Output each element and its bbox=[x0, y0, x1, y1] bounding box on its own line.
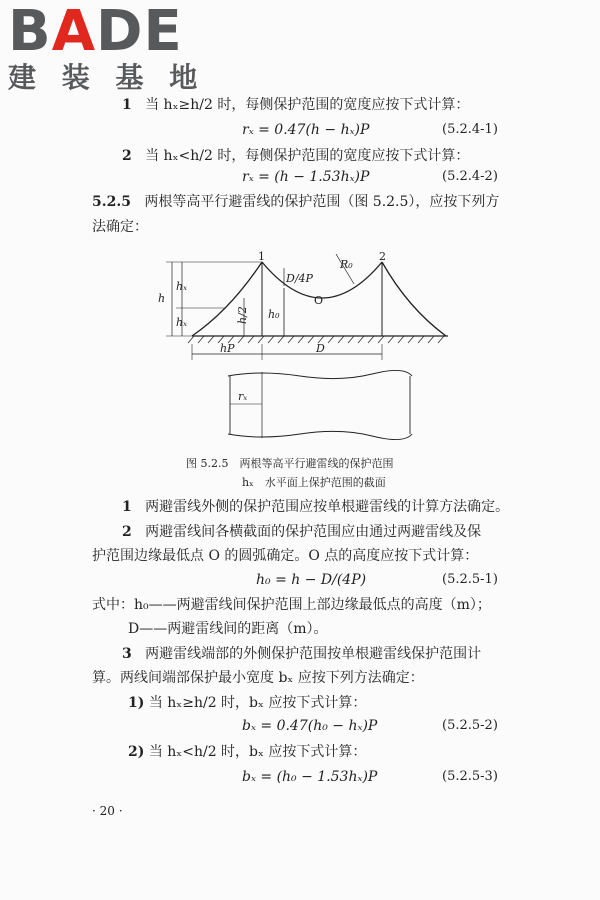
formula-524-1: rₓ = 0.47(h − hₓ)P bbox=[242, 122, 370, 138]
fig-label-d4p: D/4P bbox=[286, 272, 313, 285]
fig-label-h: h bbox=[158, 292, 166, 305]
figure-subcaption: hₓ 水平面上保护范围的截面 bbox=[242, 476, 386, 489]
formula-524-2: rₓ = (h − 1.53hₓ)P bbox=[242, 169, 370, 185]
right-slope bbox=[382, 262, 446, 336]
para-2-cont: 护范围边缘最低点 O 的圆弧确定。O 点的高度应按下式计算： bbox=[92, 548, 479, 564]
definition-h0: 式中：h₀——两避雷线间保护范围上部边缘最低点的高度（m）； bbox=[92, 597, 491, 613]
logo bbox=[8, 0, 206, 94]
item-524-2: 2 当 hₓ<h/2 时，每侧保护范围的宽度应按下式计算： bbox=[122, 148, 470, 164]
formula-525-3: bₓ = (h₀ − 1.53hₓ)P bbox=[242, 769, 378, 785]
section-525-heading: 5.2.5 两根等高平行避雷线的保护范围（图 5.2.5），应按下列方 bbox=[92, 194, 500, 210]
para-3: 3 两避雷线端部的外侧保护范围按单根避雷线保护范围计 bbox=[122, 646, 482, 662]
left-slope bbox=[192, 262, 262, 336]
fig-label-h2: h/2 bbox=[236, 306, 249, 324]
definition-d: D——两避雷线间的距离（m）。 bbox=[128, 621, 328, 637]
fig-label-hx-upper: hₓ bbox=[176, 280, 187, 293]
para-1: 1 两避雷线外侧的保护范围应按单根避雷线的计算方法确定。 bbox=[122, 499, 510, 515]
eqno-524-2: (5.2.4-2) bbox=[442, 169, 498, 184]
protection-arc bbox=[262, 262, 382, 298]
fig-label-top2: 2 bbox=[379, 250, 386, 263]
formula-525-2: bₓ = 0.47(h₀ − hₓ)P bbox=[242, 718, 378, 734]
para-3-cont: 算。两线间端部保护最小宽度 bₓ 应按下列方法确定： bbox=[92, 670, 424, 686]
fig-label-o: O bbox=[314, 294, 324, 307]
fig-label-r0: R₀ bbox=[340, 258, 353, 271]
para-2: 2 两避雷线间各横截面的保护范围应由通过两避雷线及保 bbox=[122, 524, 482, 540]
eqno-525-3: (5.2.5-3) bbox=[442, 769, 498, 784]
figure-525 bbox=[150, 248, 460, 454]
fig-label-hp: hP bbox=[220, 342, 235, 355]
sub-item-2: 2) 当 hₓ<h/2 时，bₓ 应按下式计算： bbox=[128, 744, 367, 760]
fig-label-d: D bbox=[316, 342, 325, 355]
sub-item-1: 1) 当 hₓ≥h/2 时，bₓ 应按下式计算： bbox=[128, 695, 367, 711]
logo-subtitle: 建 装 基 地 bbox=[8, 61, 206, 94]
section-525-heading-cont: 法确定： bbox=[92, 219, 148, 235]
fig-label-hx-lower: hₓ bbox=[176, 316, 187, 329]
eqno-525-1: (5.2.5-1) bbox=[442, 572, 498, 587]
eqno-524-1: (5.2.4-1) bbox=[442, 122, 498, 137]
fig-label-top1: 1 bbox=[258, 250, 265, 263]
page-number: · 20 · bbox=[92, 804, 123, 818]
fig-label-h0: h₀ bbox=[268, 308, 280, 321]
eqno-525-2: (5.2.5-2) bbox=[442, 718, 498, 733]
logo-wordmark: BADE bbox=[8, 0, 183, 64]
formula-525-1: h₀ = h − D/(4P) bbox=[256, 572, 367, 588]
figure-caption: 图 5.2.5 两根等高平行避雷线的保护范围 bbox=[186, 457, 394, 470]
fig-label-rx: rₓ bbox=[238, 390, 248, 403]
item-524-1: 1 当 hₓ≥h/2 时，每侧保护范围的宽度应按下式计算： bbox=[122, 97, 470, 113]
